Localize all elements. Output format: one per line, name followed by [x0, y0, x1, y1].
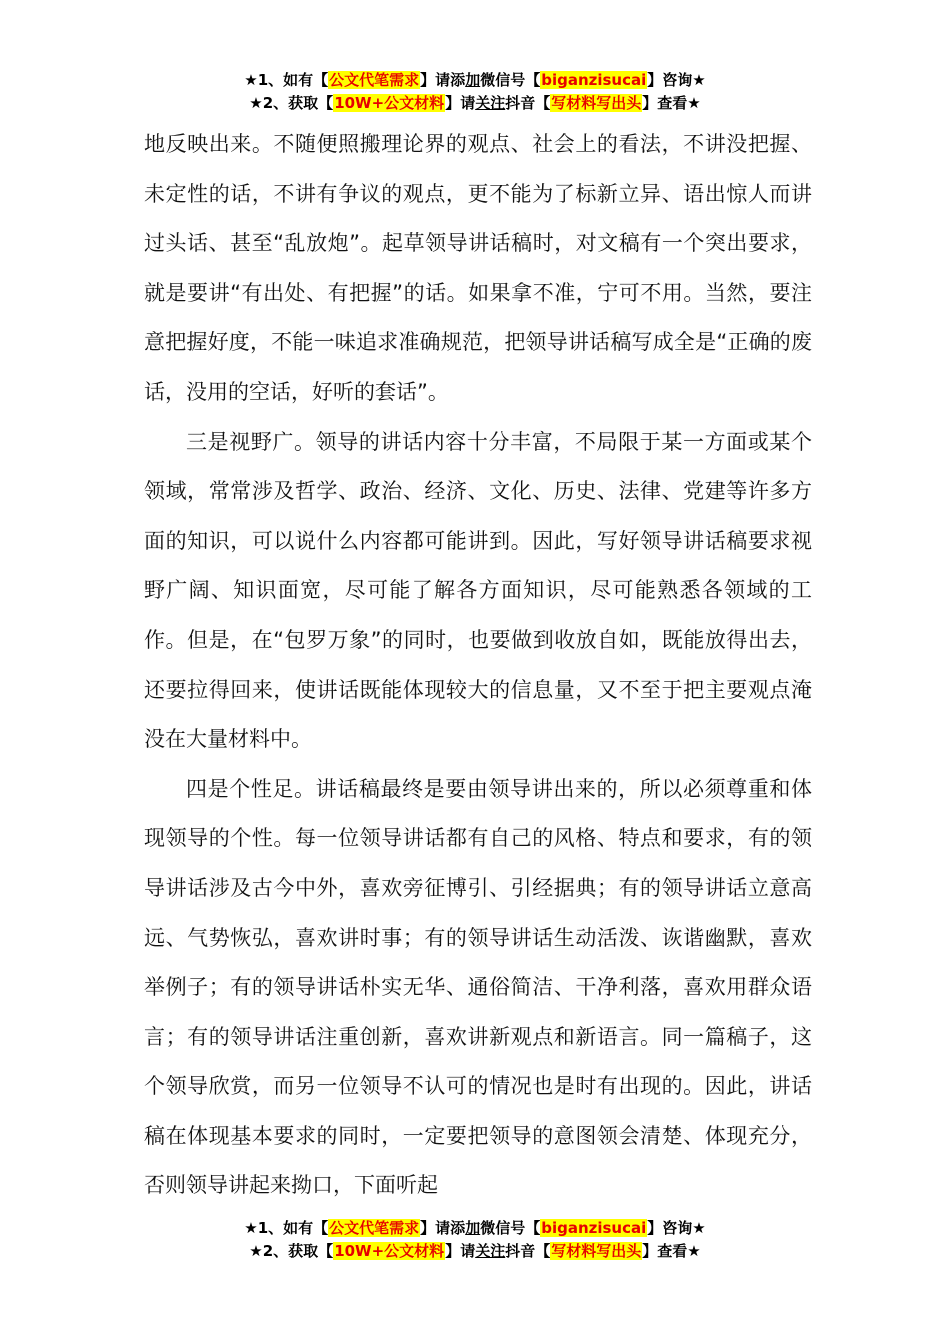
- banner-text: 】请添: [420, 1219, 466, 1237]
- banner-text: 抖音【: [505, 94, 551, 112]
- banner-text: 】请: [445, 1242, 476, 1260]
- banner-line-1: [0, 1217, 950, 1240]
- banner-text: 抖音【: [505, 1242, 551, 1260]
- banner-text: 】查看★: [642, 1242, 701, 1260]
- banner-line-1: [0, 69, 950, 92]
- paragraph: 三是视野广。领导的讲话内容十分丰富，不局限于某一方面或某个领域，常常涉及哲学、政治、经济、文化、历史、法律、党建等许多方面的知识，可以说什么内容都可能讲到。因此，写好领导讲话稿要求视野广阔、知识面宽，尽可能了解各方面知识，尽可能熟悉各领域的工作。但是，在“包罗万象”的同时，也要做到收放自如，既能放得出去，还要拉得回来，使讲话既能体现较大的信息量，又不至于把主要观点淹没在大量材料中。: [144, 429, 812, 752]
- banner-text: ★2、获取【: [249, 1242, 334, 1260]
- banner-text: 】查看★: [642, 94, 701, 112]
- banner-text: 微信号【: [480, 1219, 541, 1237]
- banner-text: 】咨询★: [647, 1219, 706, 1237]
- banner-line-2: [0, 92, 950, 115]
- document-body: [144, 120, 812, 1211]
- banner-highlight: biganzisucai: [541, 71, 647, 89]
- banner-highlight: 公文代笔需求: [329, 71, 420, 89]
- banner-text: 】请添: [420, 71, 466, 89]
- footer-banner: [0, 1217, 950, 1263]
- banner-emphasis: 关注: [475, 94, 506, 112]
- paragraph: 四是个性足。讲话稿最终是要由领导讲出来的，所以必须尊重和体现领导的个性。每一位领导讲话都有自己的风格、特点和要求，有的领导讲话涉及古今中外，喜欢旁征博引、引经据典；有的领导讲话立意高远、气势恢弘，喜欢讲时事；有的领导讲话生动活泼、诙谐幽默，喜欢举例子；有的领导讲话朴实无华、通俗简洁、干净利落，喜欢用群众语言；有的领导讲话注重创新，喜欢讲新观点和新语言。同一篇稿子，这个领导欣赏，而另一位领导不认可的情况也是时有出现的。因此，讲话稿在体现基本要求的同时，一定要把领导的意图领会清楚、体现充分，否则领导讲起来拗口，下面听起: [144, 776, 812, 1198]
- banner-highlight: 写材料写出头: [551, 1242, 642, 1260]
- banner-highlight: 10W+公文材料: [334, 1242, 445, 1260]
- banner-text: ★1、如有【: [244, 1219, 329, 1237]
- banner-line-2: [0, 1240, 950, 1263]
- banner-highlight: biganzisucai: [541, 1219, 647, 1237]
- banner-highlight: 公文代笔需求: [329, 1219, 420, 1237]
- banner-emphasis: 加: [465, 1219, 481, 1237]
- header-banner: [0, 69, 950, 115]
- banner-highlight: 10W+公文材料: [334, 94, 445, 112]
- banner-text: 】请: [445, 94, 476, 112]
- banner-text: 】咨询★: [647, 71, 706, 89]
- banner-text: 微信号【: [480, 71, 541, 89]
- paragraph: 地反映出来。不随便照搬理论界的观点、社会上的看法，不讲没把握、未定性的话，不讲有争议的观点，更不能为了标新立异、语出惊人而讲过头话、甚至“乱放炮”。起草领导讲话稿时，对文稿有一个突出要求，就是要讲“有出处、有把握”的话。如果拿不准，宁可不用。当然，要注意把握好度，不能一味追求准确规范，把领导讲话稿写成全是“正确的废话，没用的空话，好听的套话”。: [144, 132, 812, 404]
- banner-emphasis: 关注: [475, 1242, 506, 1260]
- banner-text: ★1、如有【: [244, 71, 329, 89]
- banner-text: ★2、获取【: [249, 94, 334, 112]
- banner-highlight: 写材料写出头: [551, 94, 642, 112]
- banner-emphasis: 加: [465, 71, 481, 89]
